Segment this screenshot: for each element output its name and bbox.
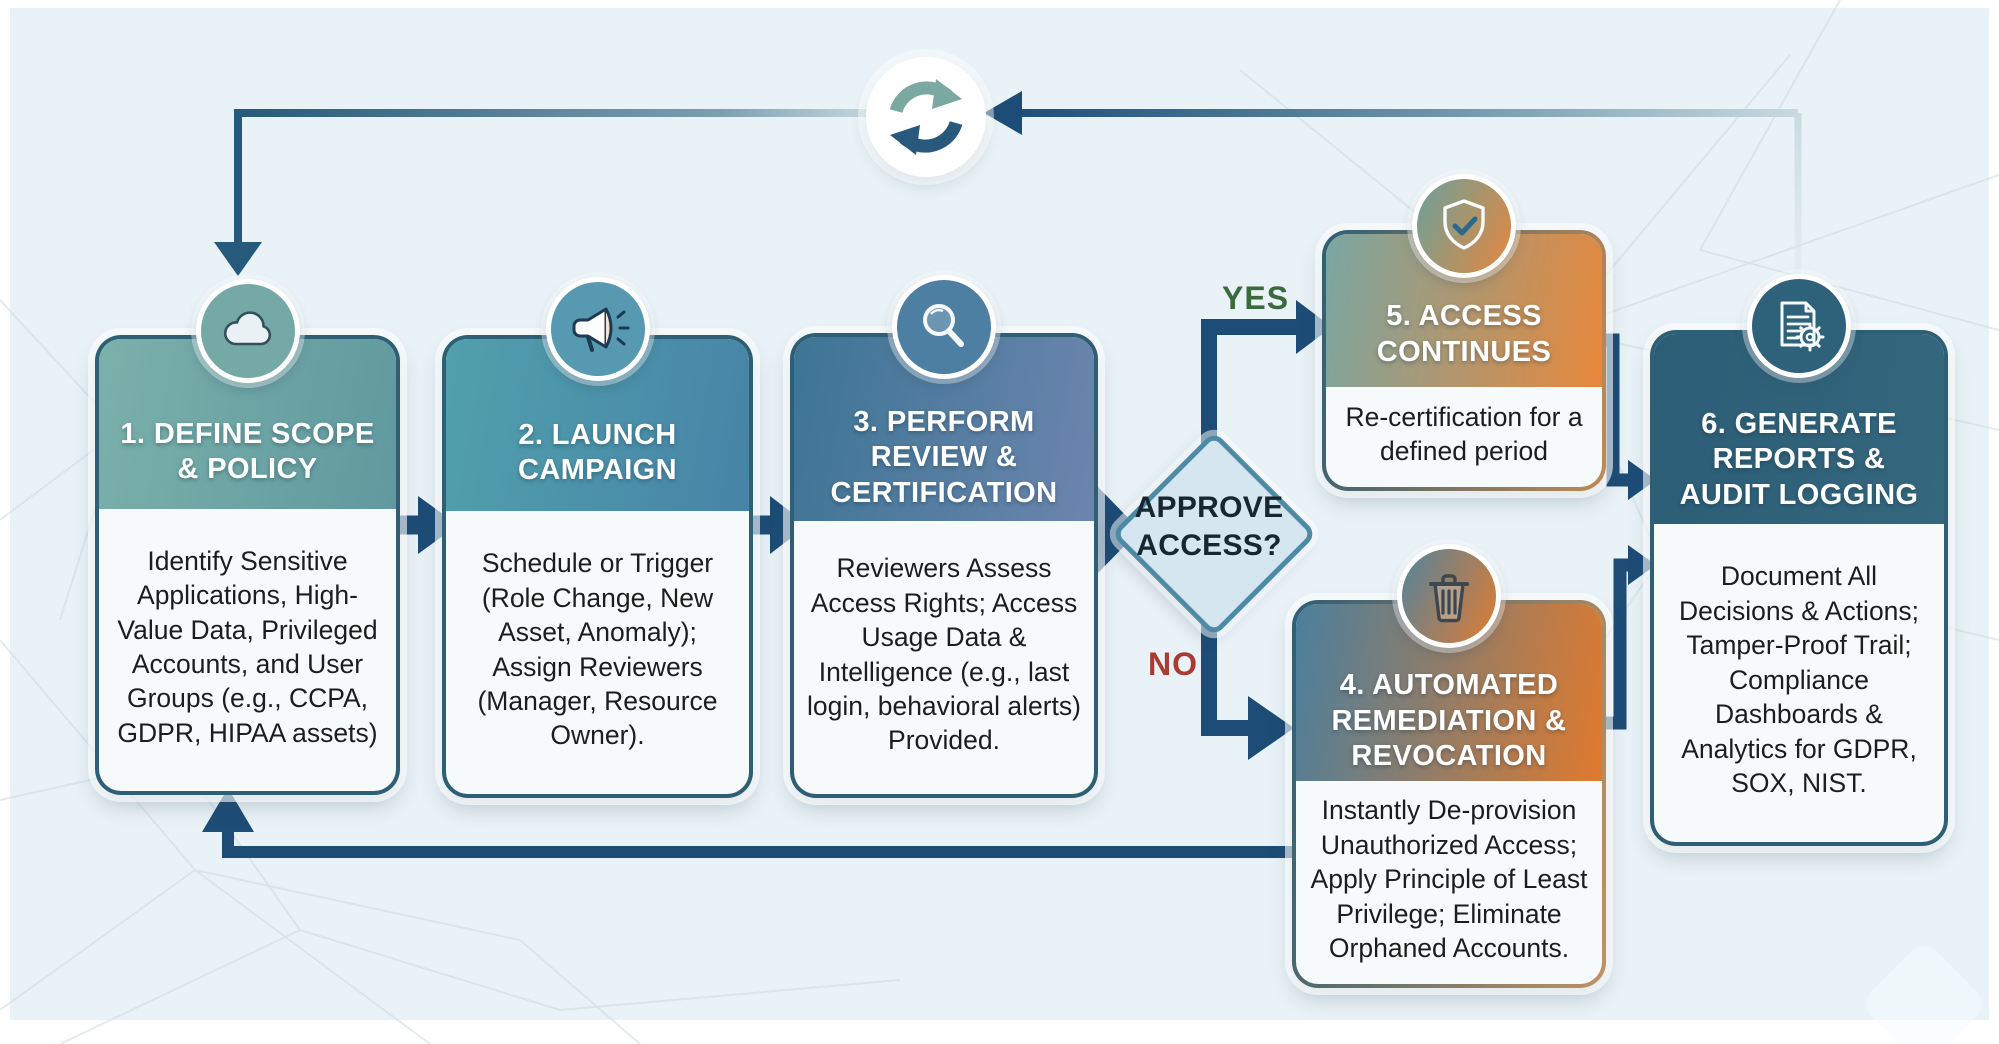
yes-label: YES [1222, 280, 1290, 316]
step-body-6: Document All Decisions & Actions; Tamper-Proof Trail; Compliance Dashboards & Analytics for GDPR, SOX, NIST. [1678, 561, 1920, 799]
loop-arrowhead-cycle [984, 91, 1022, 135]
step-body-3: Reviewers Assess Access Rights; Access Usage Data & Intelligence (e.g., last login, behavioral alerts) Provided. [807, 553, 1081, 756]
trash-icon [1397, 544, 1501, 648]
step-body-1: Identify Sensitive Applications, High-Value Data, Privileged Accounts, and User Groups (e.g., CCPA, GDPR, HIPAA assets) [117, 545, 378, 748]
decision-label: APPROVE ACCESS? [1134, 491, 1284, 562]
step-box-4 [1292, 600, 1606, 988]
step-title-6: 6. GENERATE REPORTS & AUDIT LOGGING [1654, 334, 1944, 524]
feedback-line [228, 832, 1292, 852]
magnifier-icon [892, 275, 996, 379]
step-box-6 [1650, 330, 1948, 846]
step-body-5: Re-certification for a defined period [1345, 401, 1583, 466]
megaphone-icon [546, 277, 650, 381]
step-body-2: Schedule or Trigger (Role Change, New Asset, Anomaly); Assign Reviewers (Manager, Resource Owner). [477, 548, 718, 751]
no-label: NO [1148, 646, 1198, 682]
step-box-2 [442, 335, 753, 798]
step-title-2: 2. LAUNCH CAMPAIGN [446, 339, 749, 511]
loop-line-to-step1 [238, 113, 871, 242]
arrow-yes-branch [1209, 327, 1298, 452]
step-box-1 [95, 335, 400, 795]
step-title-1: 1. DEFINE SCOPE & POLICY [99, 339, 396, 509]
refresh-cycle-icon [866, 57, 986, 177]
step-title-5: 5. ACCESS CONTINUES [1326, 234, 1602, 387]
step-box-5 [1322, 230, 1606, 491]
loop-arrowhead-step1 [214, 242, 262, 276]
step-box-3 [790, 333, 1098, 798]
step-title-3: 3. PERFORM REVIEW & CERTIFICATION [794, 337, 1094, 521]
step-body-4: Instantly De-provision Unauthorized Access; Apply Principle of Least Privilege; Eliminate Orphaned Accounts. [1310, 795, 1588, 964]
step-title-4: 4. AUTOMATED REMEDIATION & REVOCATION [1296, 604, 1602, 781]
shield-check-icon [1412, 174, 1516, 278]
document-gear-icon [1747, 274, 1851, 378]
cloud-icon [196, 279, 300, 383]
